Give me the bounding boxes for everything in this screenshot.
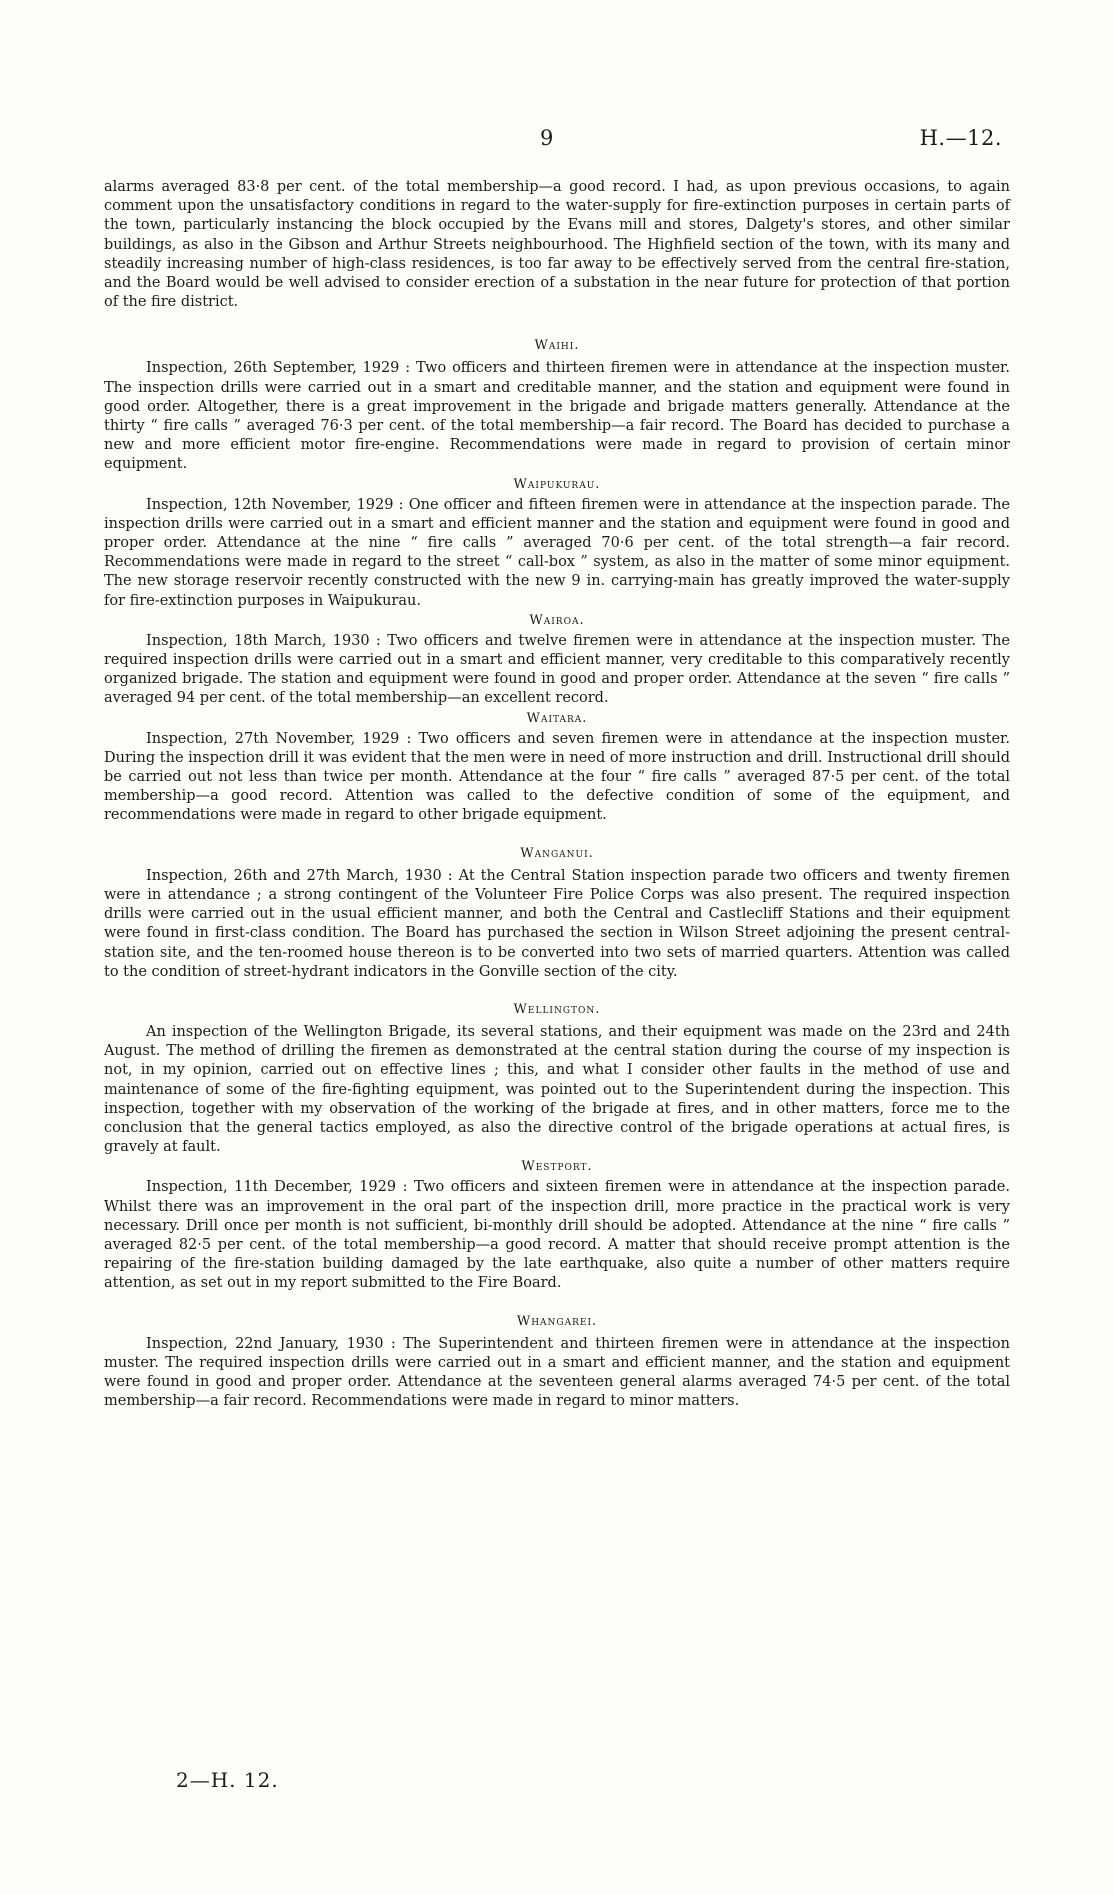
section-body: Inspection, 26th September, 1929 : Two officers and thirteen firemen were in attendance at the inspection muster. The inspection drills were carried out in a smart and creditable manner, and the station and equipment were found in good order. Altogether, there is a great improvement in the brigade and brigade matters generally. Attendance at the thirty “ fire calls ” averaged 76·3 per cent. of the total membership—a fair record. The Board has decided to purchase a new and more efficient motor fire-engine. Recommendations were made in regard to provision of certain minor equipment. <box>104 360 1010 473</box>
section-heading: Wairoa. <box>529 612 585 628</box>
section-body: Inspection, 26th and 27th March, 1930 : At the Central Station inspection parade two officers and twenty firemen were in attendance ; a strong contingent of the Volunteer Fire Police Corps was also present. The required inspection drills were carried out in the usual efficient manner, and both the Central and Castlecliff Stations and their equipment were found in first-class condition. The Board has purchased the section in Wilson Street adjoining the present central-station site, and the ten-roomed house thereon is to be converted into two sets of married quarters. Attention was called to the condition of street-hydrant indicators in the Gonville section of the city. <box>104 867 1010 980</box>
section-body: Inspection, 12th November, 1929 : One officer and fifteen firemen were in attendance at the inspection parade. The inspection drills were carried out in a smart and efficient manner and the station and equipment were found in good and proper order. Attendance at the nine “ fire calls ” averaged 70·6 per cent. of the total strength—a fair record. Recommendations were made in regard to the street “ call-box ” system, as also in the matter of some minor equipment. The new storage reservoir recently constructed with the new 9 in. carrying-main has greatly improved the water-supply for fire-extinction purposes in Waipukurau. <box>104 496 1010 609</box>
section-heading: Whangarei. <box>516 1313 598 1329</box>
section-body: Inspection, 18th March, 1930 : Two officers and twelve firemen were in attendance at the inspection muster. The required inspection drills were carried out in a smart and efficient manner, very creditable to this comparatively recently organized brigade. The station and equipment were found in good and proper order. Attendance at the seven “ fire calls ” averaged 94 per cent. of the total membership—an excellent record. <box>104 632 1010 707</box>
section-body: Inspection, 22nd January, 1930 : The Superintendent and thirteen firemen were in attendance at the inspection muster. The required inspection drills were carried out in a smart and efficient manner, and the station and equipment were found in good and proper order. Attendance at the seventeen general alarms averaged 74·5 per cent. of the total membership—a fair record. Recommendations were made in regard to minor matters. <box>104 1335 1010 1410</box>
page-signature: 2—H. 12. <box>176 1768 279 1792</box>
section-body: An inspection of the Wellington Brigade, its several stations, and their equipment was made on the 23rd and 24th August. The method of drilling the firemen as demonstrated at the central station during the course of my inspection is not, in my opinion, carried out on effective lines ; this, and what I consider other faults in the method of use and maintenance of some of the fire-fighting equipment, was pointed out to the Superintendent during the inspection. This inspection, together with my observation of the working of the brigade at fires, and in other matters, force me to the conclusion that the general tactics employed, as also the directive control of the brigade operations at actual fires, is gravely at fault. <box>104 1023 1010 1156</box>
section-heading: Waipukurau. <box>513 476 601 492</box>
intro-paragraph: alarms averaged 83·8 per cent. of the total membership—a good record. I had, as upon previous occasions, to again comment upon the unsatisfactory conditions in regard to the water-supply for fire-extinction purposes in certain parts of the town, particularly instancing the block occupied by the Evans mill and stores, Dalgety's stores, and other similar buildings, as also in the Gibson and Arthur Streets neighbourhood. The Highfield section of the town, with its many and steadily increasing number of high-class residences, is too far away to be effectively served from the central fire-station, and the Board would be well advised to consider erection of a substation in the near future for protection of that portion of the fire district. <box>104 179 1010 311</box>
section-body: Inspection, 11th December, 1929 : Two officers and sixteen firemen were in attendance at the inspection parade. Whilst there was an improvement in the oral part of the inspection drill, more practice in the practical work is very necessary. Drill once per month is not sufficient, bi-monthly drill should be adopted. Attendance at the nine “ fire calls ” averaged 82·5 per cent. of the total membership—a good record. A matter that should receive prompt attention is the repairing of the fire-station building damaged by the late earthquake, also quite a number of other matters require attention, as set out in my report submitted to the Fire Board. <box>104 1179 1010 1292</box>
section-wellington <box>104 1002 1010 1157</box>
section-waitara <box>104 711 1010 826</box>
section-heading: Wanganui. <box>520 845 594 861</box>
section-wairoa <box>104 613 1010 709</box>
section-westport <box>104 1159 1010 1293</box>
section-body: Inspection, 27th November, 1929 : Two officers and seven firemen were in attendance at the inspection muster. During the inspection drill it was evident that the men were in need of more instruction and drill. Instructional drill should be carried out not less than twice per month. Attendance at the four “ fire calls ” averaged 87·5 per cent. of the total membership—a good record. Attention was called to the defective condition of some of the equipment, and recommendations were made in regard to other brigade equipment. <box>104 730 1010 824</box>
page-number: 9 <box>540 126 554 150</box>
section-waihi <box>104 338 1010 474</box>
section-heading: Wellington. <box>513 1001 601 1017</box>
page-body <box>104 178 1010 1411</box>
section-heading: Westport. <box>521 1159 593 1175</box>
document-reference: H.—12. <box>919 126 1002 150</box>
section-waipukurau <box>104 477 1010 611</box>
section-heading: Waihi. <box>534 338 580 354</box>
section-heading: Waitara. <box>526 710 588 726</box>
section-wanganui <box>104 846 1010 982</box>
section-whangarei <box>104 1314 1010 1412</box>
